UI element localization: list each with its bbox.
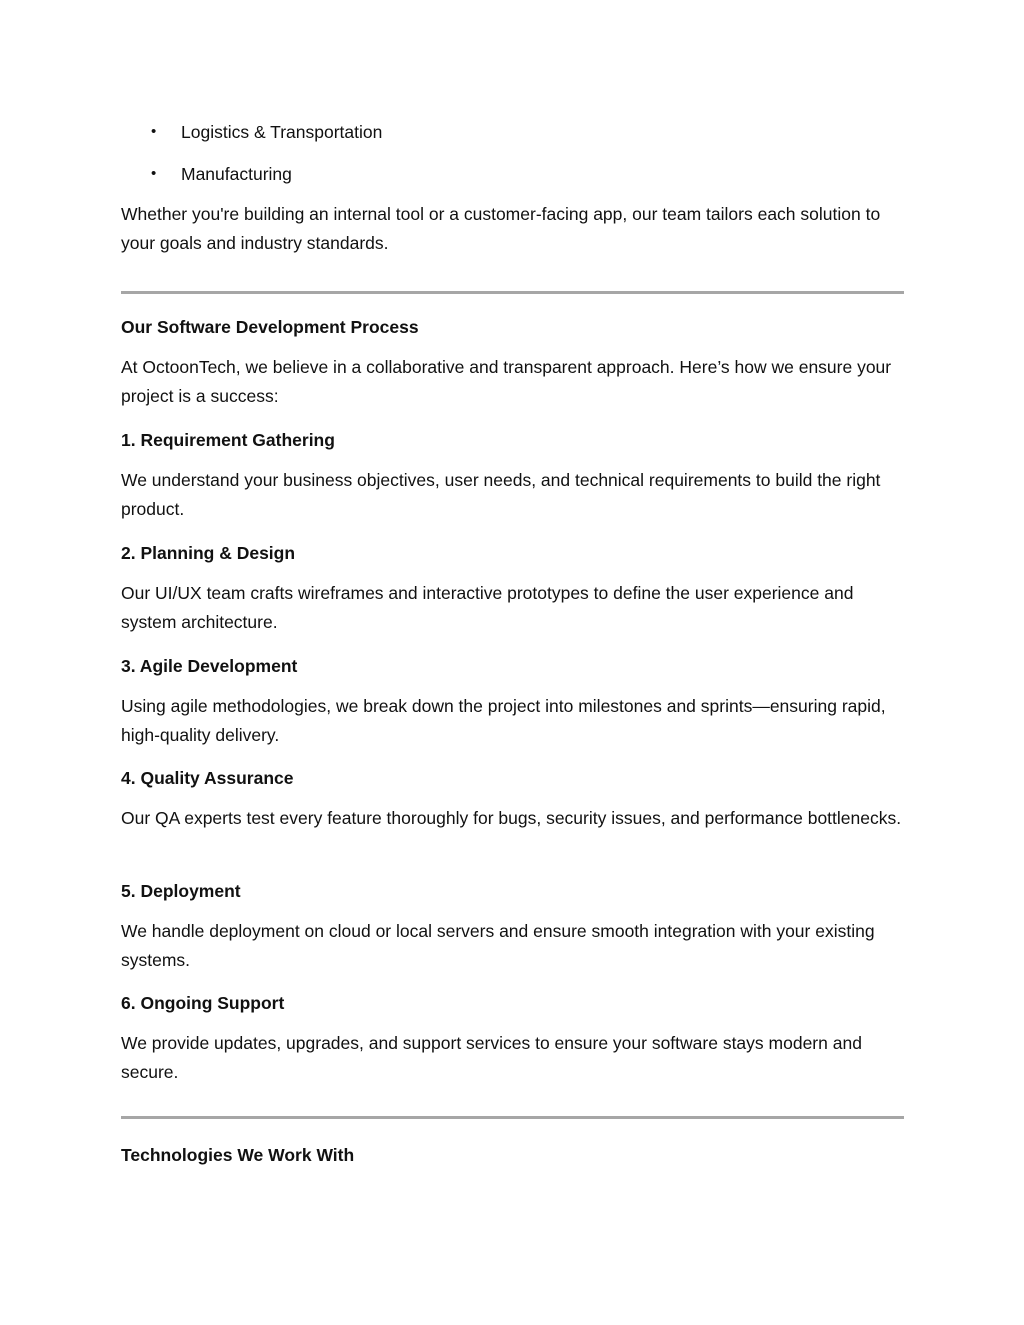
step-title: 5. Deployment: [121, 881, 241, 901]
step-description: We understand your business objectives, user needs, and technical requirements to build the right product.: [121, 470, 881, 519]
step-title: 4. Quality Assurance: [121, 768, 294, 788]
industries-list: [121, 119, 904, 203]
list-item-label: Logistics & Transportation: [181, 122, 383, 142]
step-description: We handle deployment on cloud or local servers and ensure smooth integration with your existing systems.: [121, 921, 875, 970]
step-description: We provide updates, upgrades, and support services to ensure your software stays modern and secure.: [121, 1033, 862, 1082]
step-description: Using agile methodologies, we break down the project into milestones and sprints—ensuring rapid, high-quality delivery.: [121, 696, 886, 745]
process-section-title: Our Software Development Process: [121, 317, 419, 337]
section-divider: [121, 291, 904, 294]
step-description: Our QA experts test every feature thoroughly for bugs, security issues, and performance bottlenecks.: [121, 808, 902, 828]
intro-closing-paragraph: Whether you're building an internal tool or a customer-facing app, our team tailors each solution to your goals and industry standards.: [121, 204, 881, 253]
list-item-label: Manufacturing: [181, 164, 292, 184]
bullet-icon: •: [151, 123, 157, 140]
step-title: 1. Requirement Gathering: [121, 430, 335, 450]
bullet-icon: •: [151, 165, 157, 182]
process-intro-paragraph: At OctoonTech, we believe in a collaborative and transparent approach. Here’s how we ensure your project is a success:: [121, 357, 892, 406]
list-item: [121, 119, 904, 161]
step-title: 6. Ongoing Support: [121, 993, 285, 1013]
step-title: 3. Agile Development: [121, 656, 298, 676]
list-item: [121, 161, 904, 203]
step-title: 2. Planning & Design: [121, 543, 296, 563]
step-description: Our UI/UX team crafts wireframes and interactive prototypes to define the user experience and system architecture.: [121, 583, 854, 632]
technologies-section-title: Technologies We Work With: [121, 1145, 355, 1165]
section-divider: [121, 1116, 904, 1119]
